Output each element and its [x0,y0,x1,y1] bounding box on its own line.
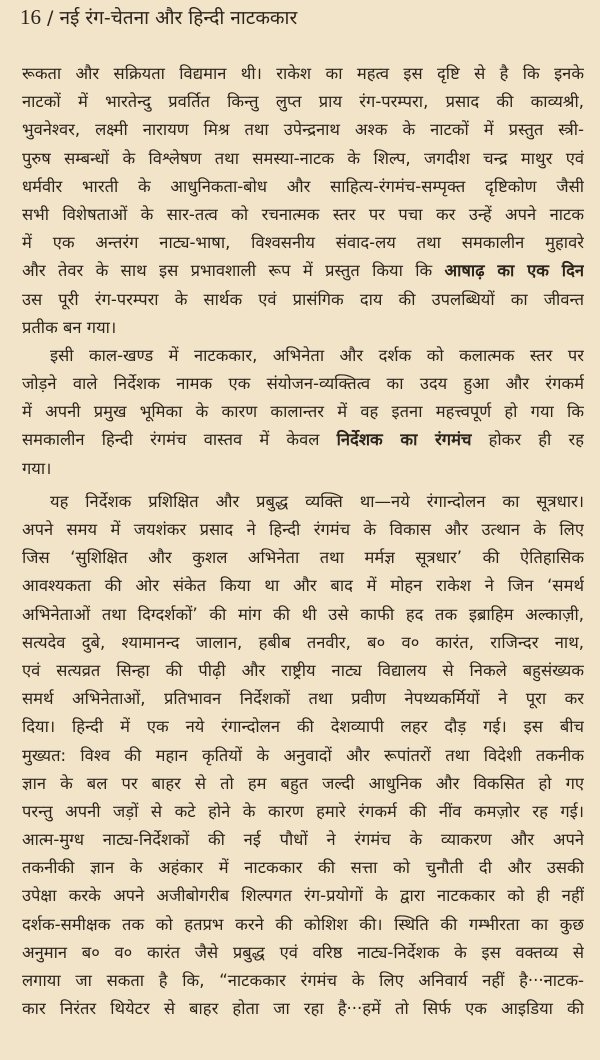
line-text: में एक अन्तरंग नाट्य-भाषा, विश्वसनीय संवाद-लय तथा समकालीन मुहावरे [22,233,584,253]
paragraph [22,342,584,483]
line-text: नाटकों में भारतेन्दु प्रवर्तित किन्तु लुप्त प्राय रंग-परम्परा, प्रसाद की काव्यश्री, [22,92,584,112]
line-text: तकनीकी ज्ञान के अहंकार में नाटककार की सत्ता को चुनौती दी और उसकी [22,858,584,878]
line-text: सभी विशेषताओं के सार-तत्व को रचनात्मक स्तर पर पचा कर उन्हें अपने नाटक [22,204,584,224]
line-text: धर्मवीर भारती के आधुनिकता-बोध और साहित्य-रंगमंच-सम्पृक्त दृष्टिकोण जैसी [22,176,584,196]
text-line [22,257,584,285]
line-text: आत्म-मुग्ध नाट्य-निर्देशकों की नई पौधों ने रंगमंच के व्याकरण और अपने [22,830,584,850]
text-line [22,488,584,516]
running-header [20,4,297,31]
line-text: ज्ञान के बल पर बाहर से तो हम बहुत जल्दी आधुनिक और विकसित हो गए [22,773,584,793]
line-text: उस पूरी रंग-परम्परा के सार्थक एवं प्रासंगिक दाय की उपलब्धियों का जीवन्त [22,289,584,309]
body-text [22,60,584,1023]
line-text: रूकता और सक्रियता विद्यमान थी। राकेश का महत्व इस दृष्टि से है कि इनके [22,64,584,83]
line-text: कार निरंतर थियेटर से बाहर होता जा रहा है···हमें तो सिर्फ एक आइडिया की [22,999,584,1019]
text-line [22,516,584,544]
line-text: गया। [22,458,52,478]
line-text: मुख्यत: विश्व की महान कृतियों के अनुवादों और रूपांतरों तथा विदेशी तकनीक [22,745,584,765]
text-line [22,911,584,939]
text-line [22,967,584,995]
text-line [22,601,584,629]
line-text: उपेक्षा करके अपने अजीबोगरीब शिल्पगत रंग-प्रयोगों के द्वारा नाटककार को ही नहीं [22,886,584,906]
line-text: समर्थ अभिनेताओं, प्रतिभावन निर्देशकों तथा प्रवीण नेपथ्यकर्मियों ने पूरा कर [22,689,584,709]
line-text: इसी काल-खण्ड में नाटककार, अभिनेता और दर्शक को कलात्मक स्तर पर [50,345,584,365]
line-text: अनुमान ब० व० कारंत जैसे प्रबुद्ध एवं वरिष्ठ नाट्य-निर्देशक के इस वक्तव्य से [22,942,584,962]
text-line [22,572,584,600]
text-line [22,544,584,572]
line-text: जोड़ने वाले निर्देशक नामक एक संयोजन-व्यक्तित्व का उदय हुआ और रंगकर्म [22,374,584,394]
text-line [22,713,584,741]
line-text: होकर ही रह [471,430,584,450]
line-text: पुरुष सम्बन्धों के विश्लेषण तथा समस्या-नाटक के शिल्प, जगदीश चन्द्र माथुर एवं [22,148,584,168]
line-text: आवश्यकता की ओर संकेत किया था और बाद में मोहन राकेश ने जिन ‘समर्थ [22,576,584,596]
line-text: अभिनेताओं तथा दिग्दर्शकों’ की मांग की थी उसे काफी हद तक इब्राहिम अल्काज़ी, [22,604,584,624]
line-text: समकालीन हिन्दी रंगमंच वास्तव में केवल [22,430,337,450]
text-line [22,939,584,967]
page-number: 16 [20,5,41,29]
text-line [22,116,584,144]
text-line [22,314,584,342]
text-line [22,286,584,314]
text-line [22,995,584,1023]
text-line [22,455,584,483]
text-line [22,398,584,426]
paragraph [22,488,584,1024]
text-line [22,370,584,398]
text-line [22,145,584,173]
text-line [22,798,584,826]
bold-title-text: आषाढ़ का एक दिन [444,261,584,281]
text-line [22,629,584,657]
text-line [22,882,584,910]
line-text: अपने समय में जयशंकर प्रसाद ने हिन्दी रंगमंच के विकास और उत्थान के लिए [22,520,584,539]
text-line [22,826,584,854]
text-line [22,770,584,798]
line-text: दर्शक-समीक्षक तक को हतप्रभ करने की कोशिश की। स्थिति की गम्भीरता का कुछ [22,914,584,934]
line-text: जिस ‘सुशिक्षित और कुशल अभिनेता तथा मर्मज्ञ सूत्रधार’ की ऐतिहासिक [22,548,584,568]
line-text: में अपनी प्रमुख भूमिका के कारण कालान्तर में वह इतना महत्त्वपूर्ण हो गया कि [22,402,584,422]
line-text: और तेवर के साथ इस प्रभावशाली रूप में प्रस्तुत किया कि [22,261,445,281]
text-line [22,685,584,713]
line-text: दिया। हिन्दी में एक नये रंगान्दोलन की देशव्यापी लहर दौड़ गई। इस बीच [22,717,584,737]
bold-title-text: निर्देशक का रंगमंच [336,430,472,450]
line-text: भुवनेश्वर, लक्ष्मी नारायण मिश्र तथा उपेन्द्रनाथ अश्क के नाटकों में प्रस्तुत स्त्री- [22,120,584,140]
text-line [22,201,584,229]
book-title: नई रंग-चेतना और हिन्दी नाटककार [59,7,298,29]
text-line [22,742,584,770]
text-line [22,342,584,370]
header-separator: / [41,7,60,29]
text-line [22,173,584,201]
paragraph [22,60,584,342]
text-line [22,426,584,454]
text-line [22,657,584,685]
text-line [22,854,584,882]
line-text: परन्तु अपनी जड़ों से कटे होने के कारण हमारे रंगकर्म की नींव कमज़ोर रह गई। [22,801,584,821]
line-text: सत्यदेव दुबे, श्यामानन्द जालान, हबीब तनवीर, ब० व० कारंत, राजिन्दर नाथ, [22,632,584,652]
line-text: एवं सत्यव्रत सिन्हा की पीढ़ी और राष्ट्रीय नाट्य विद्यालय से निकले बहुसंख्यक [22,660,584,680]
text-line [22,229,584,257]
line-text: लगाया जा सकता है कि, “नाटककार रंगमंच के लिए अनिवार्य नहीं है···नाटक- [22,971,584,990]
text-line [22,60,584,88]
text-line [22,88,584,116]
line-text: यह निर्देशक प्रशिक्षित और प्रबुद्ध व्यक्ति था—नये रंगान्दोलन का सूत्रधार। [50,491,584,511]
line-text: प्रतीक बन गया। [22,317,117,337]
